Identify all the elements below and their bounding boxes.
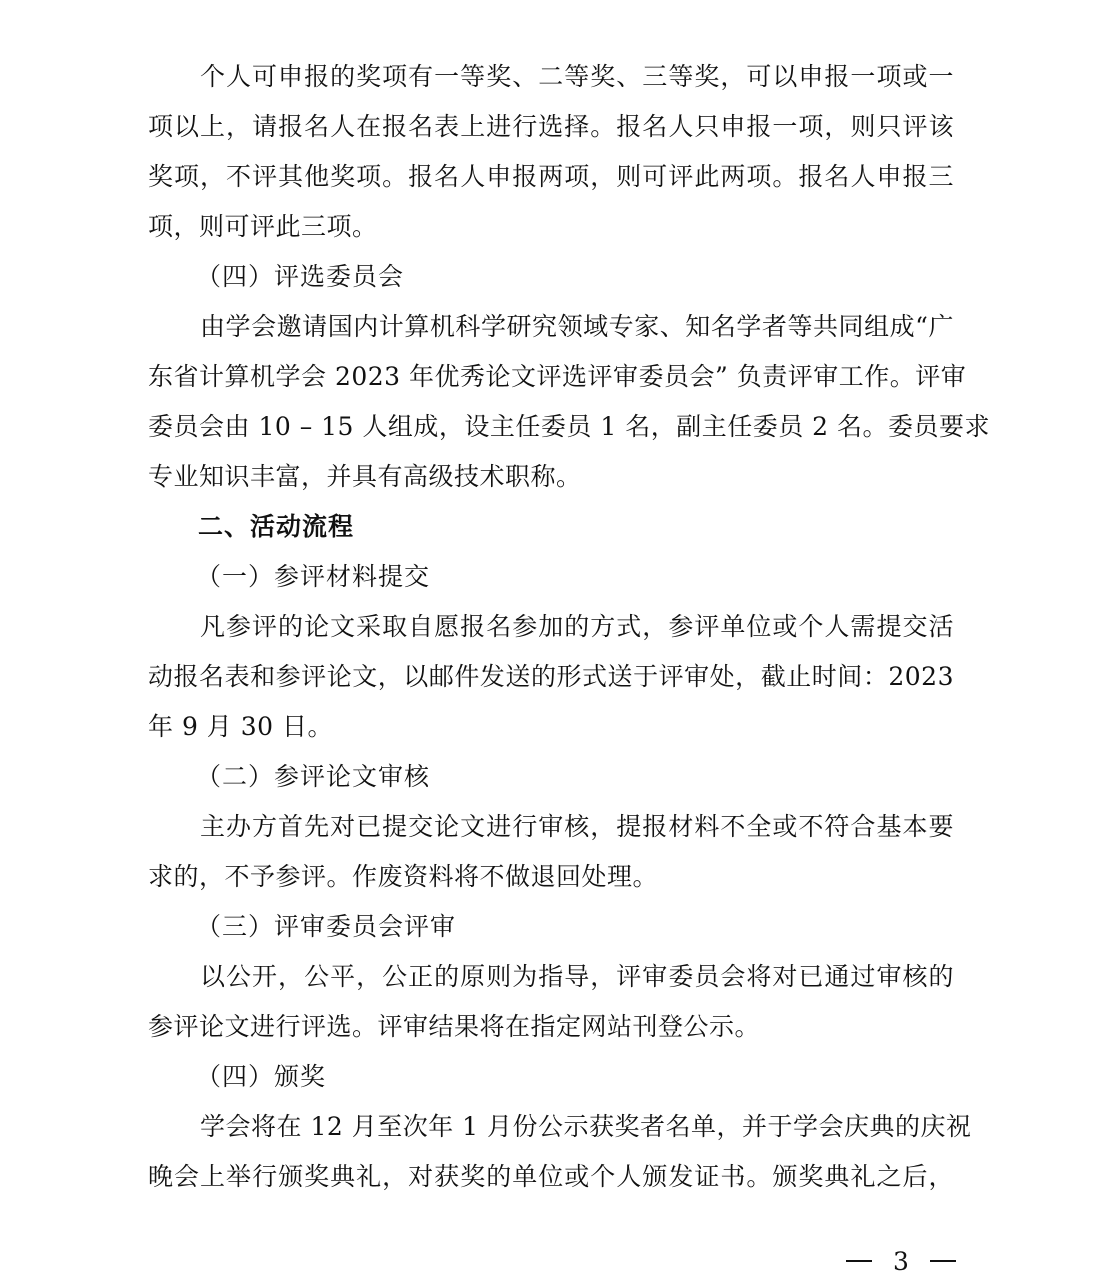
- footer-dash-right: [930, 1260, 956, 1262]
- paragraph-line: 项，则可评此三项。: [148, 212, 378, 241]
- paragraph-line: 主办方首先对已提交论文进行审核，提报材料不全或不符合基本要: [200, 812, 954, 841]
- paragraph-line: 奖项，不评其他奖项。报名人申报两项，则可评此两项。报名人申报三: [148, 162, 954, 191]
- paragraph-line: 项以上，请报名人在报名表上进行选择。报名人只申报一项，则只评该: [148, 112, 954, 141]
- footer-dash-left: [846, 1260, 872, 1262]
- paragraph-line: 求的，不予参评。作废资料将不做退回处理。: [148, 862, 659, 891]
- paragraph-line: 由学会邀请国内计算机科学研究领域专家、知名学者等共同组成“广: [200, 312, 954, 341]
- subsection-heading: （一）参评材料提交: [196, 562, 431, 591]
- paragraph-line: 晚会上举行颁奖典礼，对获奖的单位或个人颁发证书。颁奖典礼之后，: [148, 1162, 954, 1191]
- paragraph-line: 东省计算机学会 2023 年优秀论文评选评审委员会” 负责评审工作。评审: [148, 362, 967, 391]
- page-footer: [846, 1246, 956, 1276]
- subsection-heading: （三）评审委员会评审: [196, 912, 457, 941]
- paragraph-line: 动报名表和参评论文，以邮件发送的形式送于评审处，截止时间：2023: [148, 662, 954, 691]
- paragraph-line: 个人可申报的奖项有一等奖、二等奖、三等奖，可以申报一项或一: [200, 62, 954, 91]
- subsection-heading: （二）参评论文审核: [196, 762, 431, 791]
- paragraph-line: 年 9 月 30 日。: [148, 712, 334, 741]
- subsection-heading: （四）颁奖: [196, 1062, 327, 1091]
- section-heading: 二、活动流程: [198, 512, 355, 541]
- paragraph-line: 参评论文进行评选。评审结果将在指定网站刊登公示。: [148, 1012, 761, 1041]
- paragraph-line: 专业知识丰富，并具有高级技术职称。: [148, 462, 582, 491]
- paragraph-line: 委员会由 10 – 15 人组成，设主任委员 1 名，副主任委员 2 名。委员要求: [148, 412, 991, 441]
- paragraph-line: 学会将在 12 月至次年 1 月份公示获奖者名单，并于学会庆典的庆祝: [200, 1112, 972, 1141]
- paragraph-line: 以公开，公平，公正的原则为指导，评审委员会将对已通过审核的: [200, 962, 954, 991]
- paragraph-line: 凡参评的论文采取自愿报名参加的方式，参评单位或个人需提交活: [200, 612, 954, 641]
- subsection-heading: （四）评选委员会: [196, 262, 405, 291]
- page-number: 3: [893, 1246, 909, 1276]
